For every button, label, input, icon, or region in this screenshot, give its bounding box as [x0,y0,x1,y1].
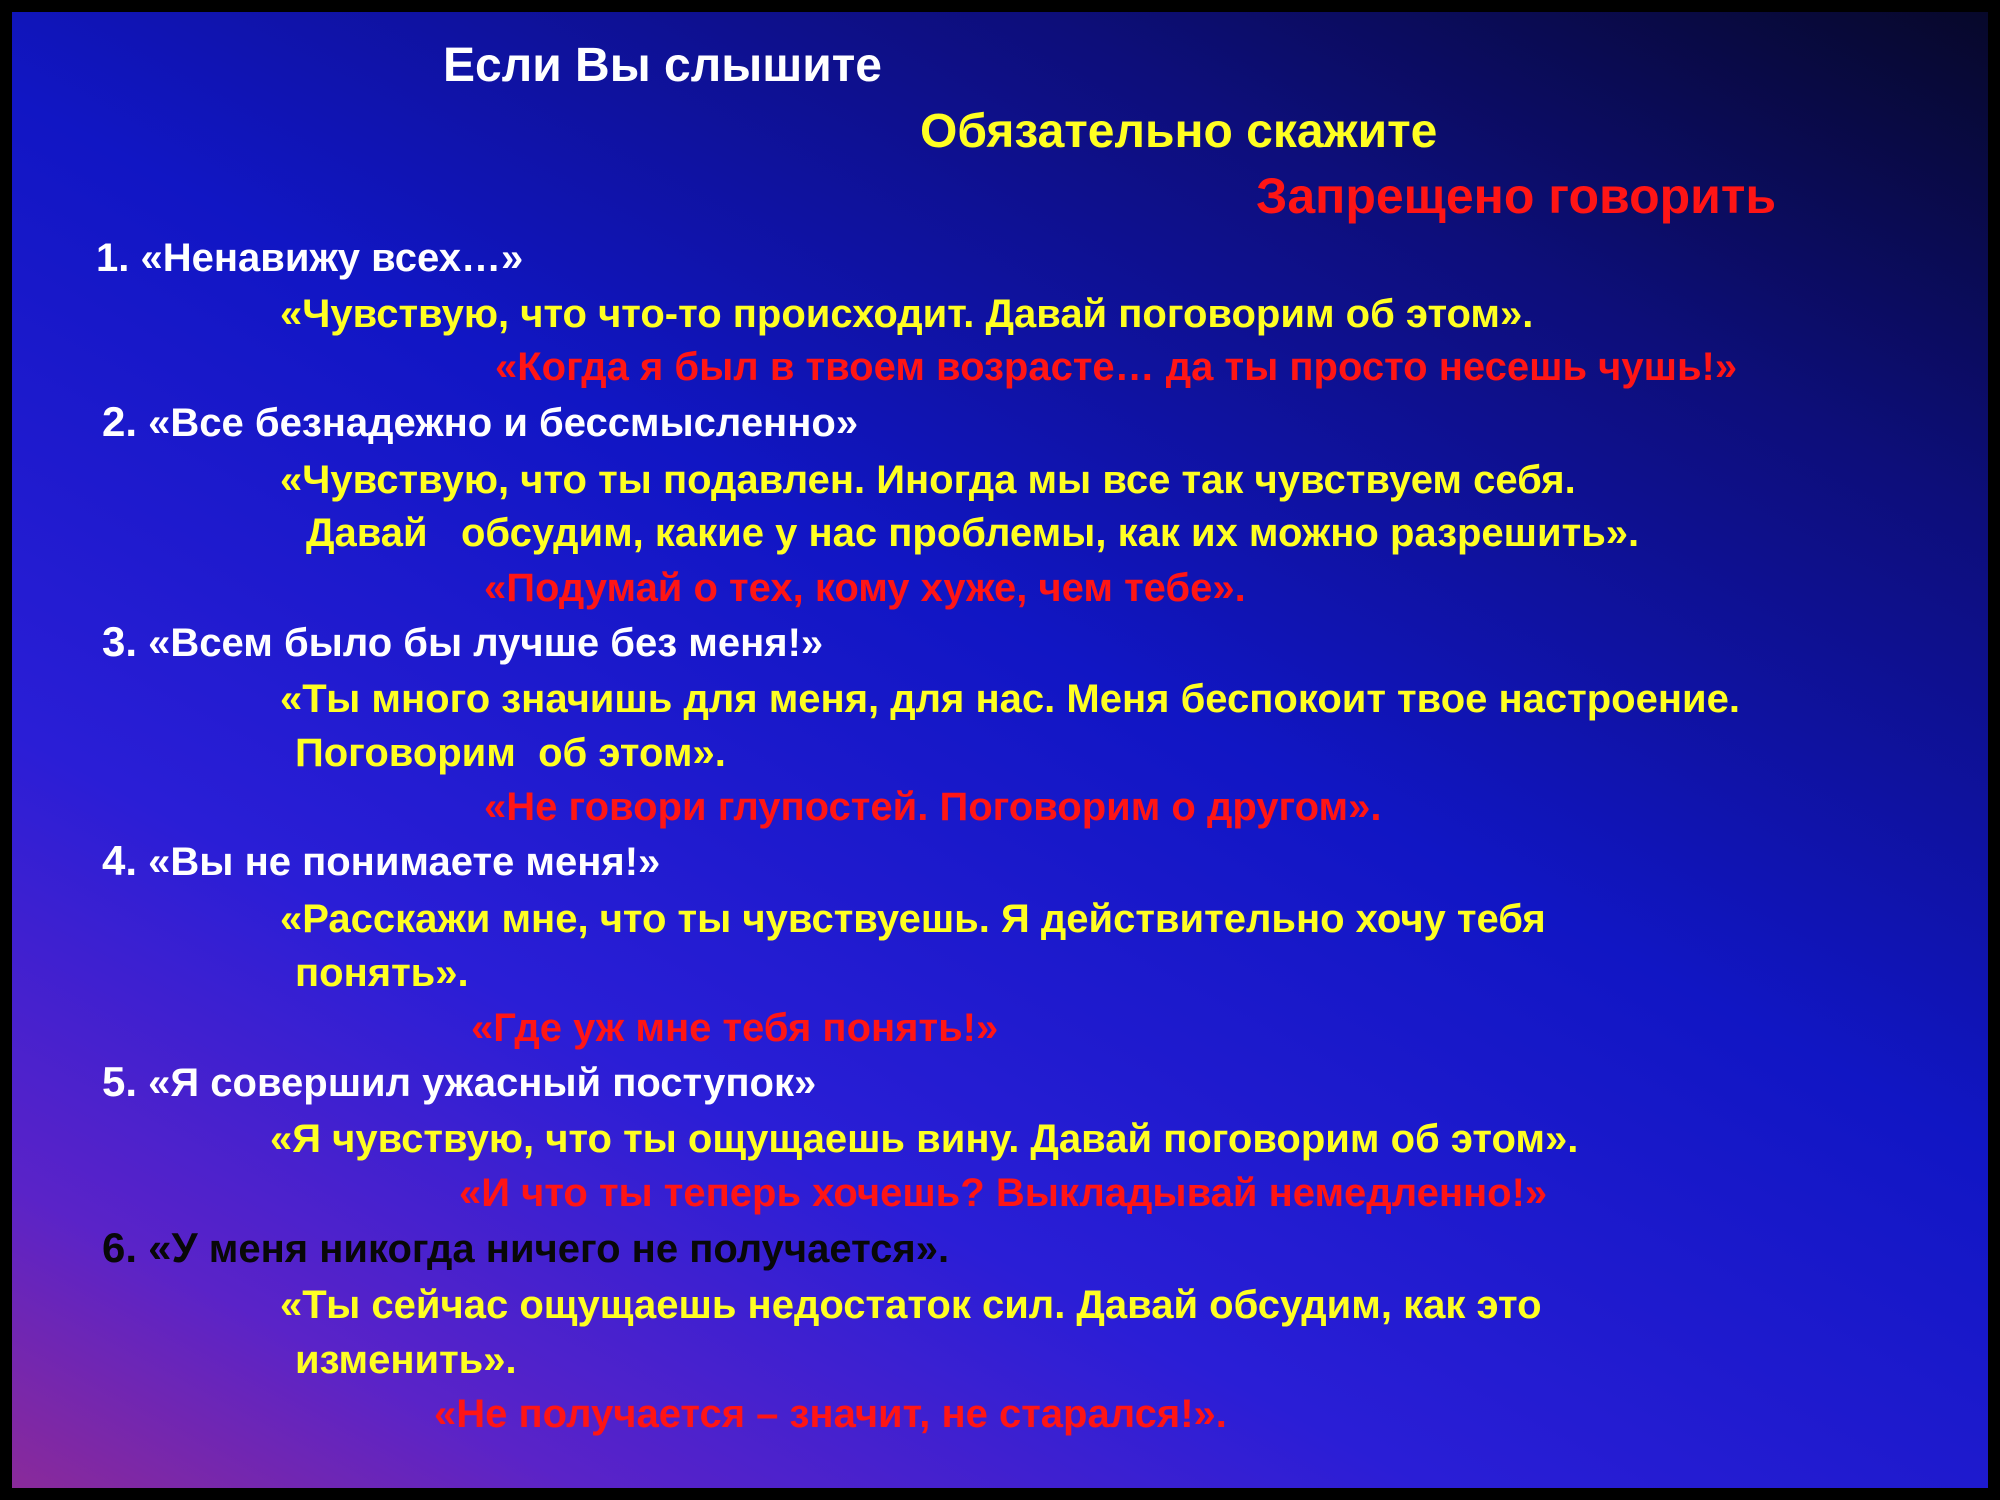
header-if-you-hear: Если Вы слышите [443,39,882,92]
item-number: 6. [102,1224,138,1271]
item-1-forbidden: «Когда я был в твоем возрасте… да ты просто несешь чушь!» [495,345,1738,389]
item-2-say-line-1: «Чувствую, что ты подавлен. Иногда мы все так чувствуем себя. [280,458,1576,502]
item-2-forbidden: «Подумай о тех, кому хуже, чем тебе». [484,566,1246,610]
item-phrase-open: «У [148,1224,198,1271]
item-4-say-line-1: «Расскажи мне, что ты чувствуешь. Я действительно хочу тебя [280,897,1546,941]
item-4-say-line-2: понять». [295,951,469,995]
item-5-say: «Я чувствую, что ты ощущаешь вину. Давай поговорим об этом». [270,1117,1579,1161]
item-phrase: «Все безнадежно и бессмысленно» [148,401,859,445]
item-3-forbidden: «Не говори глупостей. Поговорим о другом». [484,785,1382,829]
item-phrase: «Всем было бы лучше без меня!» [148,621,824,665]
item-phrase: «Вы не понимаете меня!» [148,840,661,884]
header-forbidden: Запрещено говорить [1256,168,1777,224]
item-5-phrase [102,1059,816,1106]
item-phrase-rest: меня никогда ничего не получается». [197,1227,950,1271]
slide [12,12,1988,1488]
item-number: 3. [102,618,138,665]
item-phrase: «Я совершил ужасный поступок» [148,1061,817,1105]
item-3-say-line-1: «Ты много значишь для меня, для нас. Меня беспокоит твое настроение. [280,677,1740,721]
item-number: 2. [102,398,138,445]
item-number: 4. [102,837,138,884]
item-5-forbidden: «И что ты теперь хочешь? Выкладывай немедленно!» [459,1171,1548,1215]
header-must-say: Обязательно скажите [920,105,1438,158]
item-phrase: «Ненавижу всех…» [140,236,524,280]
item-1-say: «Чувствую, что что-то происходит. Давай поговорим об этом». [280,292,1534,336]
item-number: 5. [102,1058,138,1105]
item-4-forbidden: «Где уж мне тебя понять!» [471,1006,999,1050]
item-2-phrase [102,399,858,446]
item-6-say-line-1: «Ты сейчас ощущаешь недостаток сил. Давай обсудим, как это [280,1283,1542,1327]
item-6-say-line-2: изменить». [295,1338,517,1382]
item-2-say-line-2: Давай обсудим, какие у нас проблемы, как их можно разрешить». [306,511,1640,555]
item-6-phrase [102,1225,949,1272]
item-number: 1. [96,236,130,280]
item-4-phrase [102,838,660,885]
item-3-phrase [102,619,823,666]
item-3-say-line-2: Поговорим об этом». [295,731,726,775]
item-6-forbidden: «Не получается – значит, не старался!». [434,1392,1227,1436]
item-1-phrase [96,235,523,281]
